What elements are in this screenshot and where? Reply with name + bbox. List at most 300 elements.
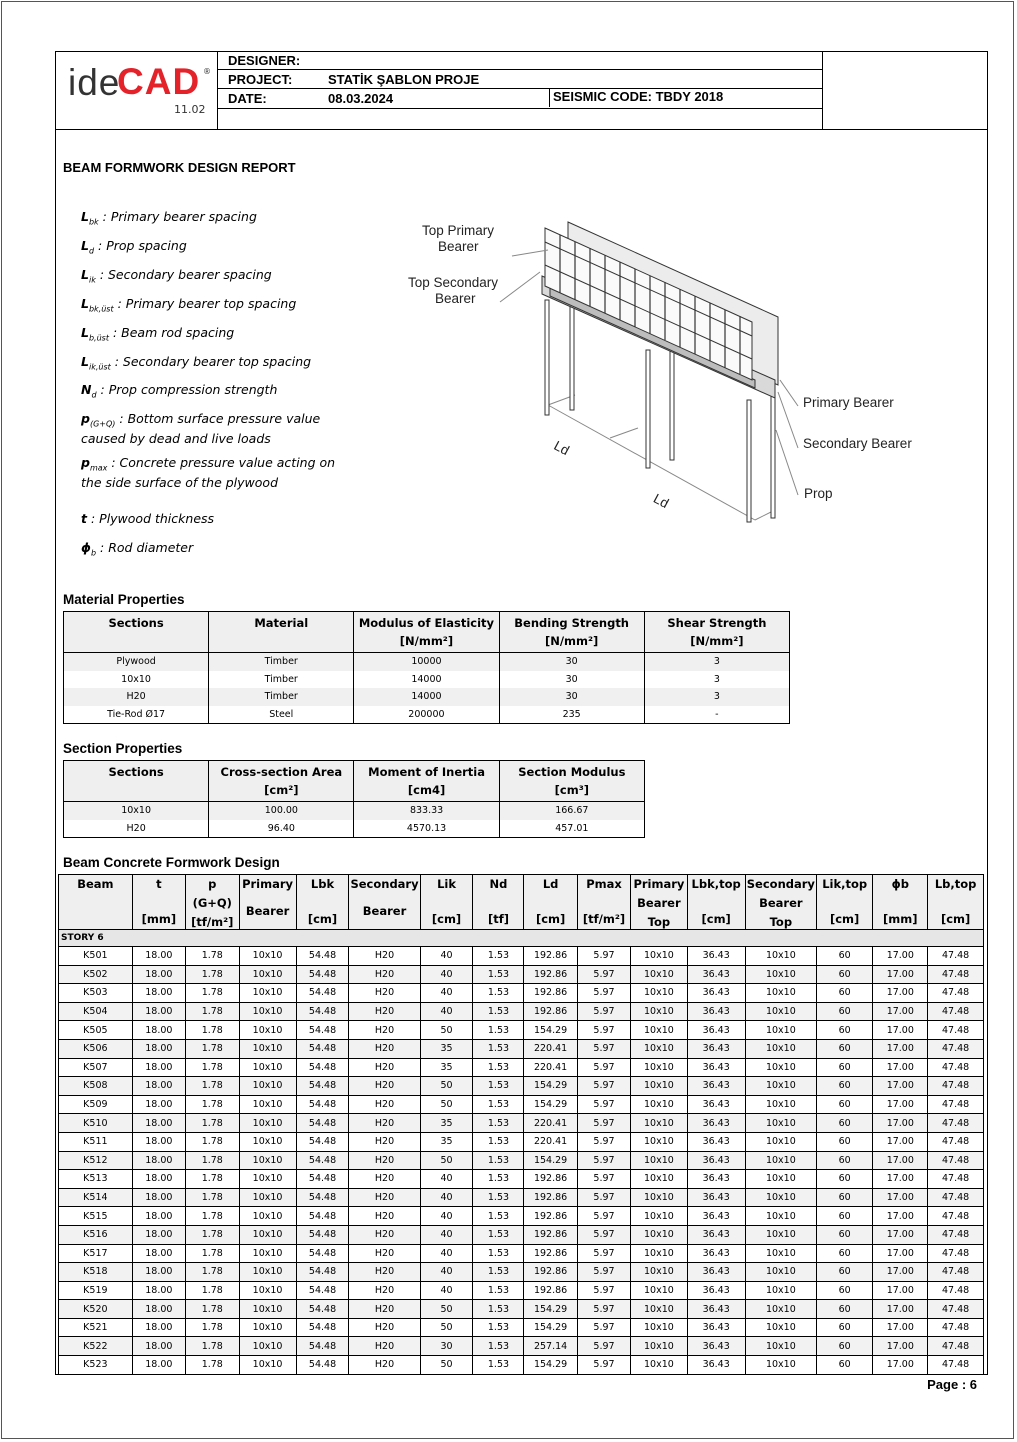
table-cell: 50 [420, 1021, 473, 1040]
prop [545, 300, 549, 415]
table-cell: 54.48 [296, 1207, 349, 1226]
legend-item [81, 268, 341, 288]
table-cell: 36.43 [687, 1039, 745, 1058]
table-cell: 50 [420, 1300, 473, 1319]
table-cell: H20 [349, 965, 420, 984]
table-cell: 18.00 [132, 1281, 185, 1300]
legend-item [81, 239, 341, 259]
table-row [59, 1244, 984, 1263]
table-cell: 60 [816, 1263, 872, 1282]
design-col-header [745, 875, 816, 930]
table-cell: 10x10 [239, 1170, 296, 1189]
table-cell: 35 [420, 1114, 473, 1133]
table-cell: 18.00 [132, 947, 185, 966]
prop [771, 390, 775, 518]
table-cell: 192.86 [524, 1188, 577, 1207]
header-stack [187, 875, 238, 929]
design-col-header [631, 875, 687, 930]
table-cell: 192.86 [524, 1207, 577, 1226]
table-row [64, 802, 645, 820]
date-label: DATE: [228, 91, 267, 106]
table-cell: 1.78 [186, 947, 240, 966]
table-cell: 18.00 [132, 1151, 185, 1170]
header-line: Pmax [586, 877, 622, 891]
header-line: Beam [77, 877, 114, 891]
leader-top-primary [512, 250, 548, 256]
table-cell: 10x10 [631, 1337, 687, 1356]
header-stack [874, 875, 926, 929]
section-header-row [64, 761, 645, 802]
table-cell: 5.97 [577, 1225, 631, 1244]
legend-text: : Primary bearer top spacing [117, 296, 297, 311]
table-cell: 54.48 [296, 1225, 349, 1244]
table-cell: 1.78 [186, 984, 240, 1003]
legend-text: : Beam rod spacing [112, 325, 235, 340]
table-cell: 36.43 [687, 1151, 745, 1170]
table-cell: K521 [59, 1318, 133, 1337]
table-cell: 47.48 [928, 984, 984, 1003]
table-cell: 18.00 [132, 1095, 185, 1114]
table-row [59, 1039, 984, 1058]
table-cell: 1.78 [186, 1077, 240, 1096]
table-cell: 60 [816, 1132, 872, 1151]
table-row [59, 1170, 984, 1189]
formwork-diagram [400, 210, 930, 530]
legend-item [81, 383, 341, 403]
table-cell: 36.43 [687, 1114, 745, 1133]
design-col-header [928, 875, 984, 930]
table-cell: 235 [499, 706, 644, 724]
table-cell: 10x10 [631, 1170, 687, 1189]
design-col-header [186, 875, 240, 930]
legend-item [81, 412, 341, 446]
table-cell: 10x10 [745, 1058, 816, 1077]
header-line: [cm] [431, 912, 462, 926]
table-cell: H20 [349, 984, 420, 1003]
table-cell: 10x10 [631, 1188, 687, 1207]
leader-primary [780, 380, 798, 406]
table-row [64, 820, 645, 838]
table-cell: 10x10 [239, 1095, 296, 1114]
story-row [59, 930, 984, 947]
table-cell: 54.48 [296, 1058, 349, 1077]
table-cell: 60 [816, 947, 872, 966]
material-col-header [499, 612, 644, 653]
table-cell: 60 [816, 1300, 872, 1319]
table-cell: 18.00 [132, 1170, 185, 1189]
table-cell: 1.53 [473, 1132, 524, 1151]
table-cell: 36.43 [687, 1132, 745, 1151]
section-col-header [64, 761, 209, 802]
table-cell: 5.97 [577, 1244, 631, 1263]
table-row [64, 671, 790, 689]
table-cell: 17.00 [873, 1021, 928, 1040]
table-cell: 220.41 [524, 1132, 577, 1151]
leader-secondary [778, 392, 798, 448]
legend-symbol: t [81, 511, 87, 526]
table-cell: 40 [420, 965, 473, 984]
design-col-header [687, 875, 745, 930]
design-col-header [473, 875, 524, 930]
header-unit: [N/mm²] [399, 634, 454, 648]
table-cell: 10x10 [631, 1039, 687, 1058]
table-cell: 17.00 [873, 1132, 928, 1151]
legend-subscript: (G+Q) [89, 419, 116, 429]
table-cell: 10x10 [745, 1002, 816, 1021]
table-cell: K516 [59, 1225, 133, 1244]
table-cell: 10x10 [631, 1318, 687, 1337]
table-cell: 50 [420, 1318, 473, 1337]
table-cell: 4570.13 [354, 820, 499, 838]
table-cell: Timber [209, 688, 354, 706]
table-cell: 1.78 [186, 1263, 240, 1282]
table-cell: 5.97 [577, 1132, 631, 1151]
header-line: Lik,top [822, 877, 868, 891]
header-line: Bearer [759, 896, 803, 910]
table-cell: 36.43 [687, 1021, 745, 1040]
table-cell: 17.00 [873, 984, 928, 1003]
table-cell: 10x10 [745, 1170, 816, 1189]
table-cell: 54.48 [296, 1151, 349, 1170]
table-cell: 60 [816, 1225, 872, 1244]
table-cell: 47.48 [928, 1263, 984, 1282]
table-row [59, 984, 984, 1003]
header-line: Secondary [746, 877, 815, 891]
table-cell: 36.43 [687, 965, 745, 984]
header-title: Modulus of Elasticity [358, 616, 495, 630]
design-col-header [296, 875, 349, 930]
table-cell: 154.29 [524, 1300, 577, 1319]
table-cell: 10x10 [239, 947, 296, 966]
legend-item [81, 512, 341, 532]
header-line: Bearer [245, 904, 290, 918]
table-cell: 192.86 [524, 1170, 577, 1189]
design-col-header [349, 875, 420, 930]
header-stack [689, 875, 744, 929]
report-title: BEAM FORMWORK DESIGN REPORT [63, 160, 296, 175]
legend-item [81, 297, 341, 317]
table-cell: K517 [59, 1244, 133, 1263]
table-cell: 17.00 [873, 1300, 928, 1319]
table-cell: 36.43 [687, 1095, 745, 1114]
design-col-header [420, 875, 473, 930]
table-cell: H20 [64, 688, 209, 706]
table-cell: 5.97 [577, 984, 631, 1003]
design-body [59, 930, 984, 1375]
table-cell: 60 [816, 1039, 872, 1058]
table-row [59, 1114, 984, 1133]
legend-item [81, 541, 341, 561]
material-col-header [209, 612, 354, 653]
table-cell: 10x10 [239, 1058, 296, 1077]
table-cell: 10x10 [631, 1077, 687, 1096]
table-cell: 5.97 [577, 965, 631, 984]
table-cell: 40 [420, 947, 473, 966]
designer-row [218, 51, 823, 70]
table-row [59, 1058, 984, 1077]
table-cell: 10x10 [239, 1132, 296, 1151]
table-cell: K522 [59, 1337, 133, 1356]
legend-item [81, 456, 341, 490]
table-cell: 10x10 [239, 1337, 296, 1356]
header-line: [mm] [883, 912, 918, 926]
header-stack [929, 875, 982, 929]
table-cell: 54.48 [296, 1170, 349, 1189]
table-cell: 47.48 [928, 1114, 984, 1133]
table-cell: 10x10 [745, 1021, 816, 1040]
table-cell: 1.78 [186, 1225, 240, 1244]
table-cell: 10x10 [745, 965, 816, 984]
table-cell: 5.97 [577, 1170, 631, 1189]
table-cell: 17.00 [873, 1039, 928, 1058]
legend-subscript: bk,üst [88, 304, 114, 314]
legend-item [81, 210, 341, 230]
table-cell: 18.00 [132, 1356, 185, 1375]
table-cell: 60 [816, 1318, 872, 1337]
header-stack [818, 875, 871, 929]
table-cell: 47.48 [928, 965, 984, 984]
table-cell: 192.86 [524, 965, 577, 984]
table-cell: 10x10 [745, 1039, 816, 1058]
header-title: Section Modulus [518, 765, 626, 779]
table-cell: 36.43 [687, 1002, 745, 1021]
table-cell: K510 [59, 1114, 133, 1133]
table-cell: 36.43 [687, 1188, 745, 1207]
table-cell: K506 [59, 1039, 133, 1058]
material-header-row [64, 612, 790, 653]
table-cell: 10x10 [745, 1244, 816, 1263]
legend-symbol: L [81, 354, 89, 369]
header-line: Top [769, 915, 793, 929]
designer-label: DESIGNER: [228, 53, 301, 68]
table-cell: 1.53 [473, 1263, 524, 1282]
table-cell: 96.40 [209, 820, 354, 838]
header-unit: [cm²] [264, 783, 299, 797]
table-cell: 40 [420, 1207, 473, 1226]
table-cell: 35 [420, 1058, 473, 1077]
header-line: Primary [242, 877, 294, 891]
table-cell: 50 [420, 1151, 473, 1170]
legend-text: : Secondary bearer top spacing [114, 354, 312, 369]
table-cell: 18.00 [132, 1263, 185, 1282]
formwork-design-heading: Beam Concrete Formwork Design [63, 855, 280, 870]
table-cell: 220.41 [524, 1114, 577, 1133]
table-cell: 60 [816, 1188, 872, 1207]
table-cell: H20 [349, 1095, 420, 1114]
header-unit: [cm³] [554, 783, 590, 797]
table-cell: 35 [420, 1039, 473, 1058]
table-cell: 10x10 [745, 1263, 816, 1282]
table-cell: 18.00 [132, 1207, 185, 1226]
table-cell: 1.78 [186, 1281, 240, 1300]
section-col-header [499, 761, 644, 802]
prop [646, 350, 650, 468]
table-cell: 54.48 [296, 984, 349, 1003]
table-cell: 40 [420, 1263, 473, 1282]
table-cell: 10x10 [239, 1207, 296, 1226]
table-cell: K504 [59, 1002, 133, 1021]
table-cell: 50 [420, 1095, 473, 1114]
table-cell: 17.00 [873, 1170, 928, 1189]
ground-tick [610, 428, 638, 438]
table-cell: 60 [816, 984, 872, 1003]
table-cell: 60 [816, 1095, 872, 1114]
table-cell: 47.48 [928, 1077, 984, 1096]
table-cell: 36.43 [687, 1077, 745, 1096]
table-cell: 47.48 [928, 1281, 984, 1300]
table-cell: 1.53 [473, 1300, 524, 1319]
header-stack [298, 875, 348, 929]
table-cell: 833.33 [354, 802, 499, 820]
table-cell: 5.97 [577, 1300, 631, 1319]
table-cell: 1.78 [186, 1170, 240, 1189]
header-line: [cm] [829, 912, 860, 926]
table-cell: 17.00 [873, 1281, 928, 1300]
table-cell: 10x10 [631, 1002, 687, 1021]
table-row [59, 1263, 984, 1282]
table-cell: 47.48 [928, 1151, 984, 1170]
table-cell: 47.48 [928, 1095, 984, 1114]
table-cell: 60 [816, 1207, 872, 1226]
label-top-secondary-2: Bearer [435, 291, 476, 306]
table-cell: H20 [349, 1207, 420, 1226]
table-cell: 1.53 [473, 1356, 524, 1375]
table-cell: 60 [816, 1170, 872, 1189]
table-cell: 10x10 [745, 1225, 816, 1244]
table-row [59, 1207, 984, 1226]
table-cell: 36.43 [687, 1281, 745, 1300]
header-stack [474, 875, 522, 929]
table-cell: 457.01 [499, 820, 644, 838]
header-line: Lik [437, 877, 456, 891]
table-cell: 54.48 [296, 1039, 349, 1058]
table-cell: 10x10 [631, 1263, 687, 1282]
table-cell: 60 [816, 1021, 872, 1040]
table-cell: 1.78 [186, 1002, 240, 1021]
table-cell: K505 [59, 1021, 133, 1040]
header-line: [tf/m²] [191, 915, 234, 929]
table-cell: 10x10 [239, 1114, 296, 1133]
prop [570, 305, 574, 410]
table-cell: 257.14 [524, 1337, 577, 1356]
table-cell: 17.00 [873, 1318, 928, 1337]
legend-subscript: ik [88, 275, 96, 285]
table-cell: 36.43 [687, 1207, 745, 1226]
table-cell: 5.97 [577, 1263, 631, 1282]
table-cell: 5.97 [577, 1077, 631, 1096]
table-cell: 10x10 [239, 984, 296, 1003]
design-col-header [132, 875, 185, 930]
header-line: Nd [489, 877, 508, 891]
table-cell: 1.78 [186, 1318, 240, 1337]
header-unit: [N/mm²] [690, 634, 744, 648]
table-row [59, 1337, 984, 1356]
table-cell: K507 [59, 1058, 133, 1077]
table-cell: K515 [59, 1207, 133, 1226]
legend-text: : Secondary bearer spacing [99, 267, 272, 282]
logo-text-ide: ide [68, 62, 121, 103]
header-line: t [156, 877, 162, 891]
legend-subscript: b,üst [88, 333, 109, 343]
legend-text: : Primary bearer spacing [102, 209, 257, 224]
table-cell: 10x10 [239, 1281, 296, 1300]
table-cell: 10x10 [745, 1132, 816, 1151]
table-cell: 1.78 [186, 1095, 240, 1114]
table-cell: 1.53 [473, 1244, 524, 1263]
table-cell: 10x10 [745, 1281, 816, 1300]
legend-item [81, 326, 341, 346]
design-col-header [239, 875, 296, 930]
table-cell: 10x10 [745, 1151, 816, 1170]
table-cell: 10x10 [631, 1114, 687, 1133]
table-cell: 154.29 [524, 1095, 577, 1114]
table-cell: 1.78 [186, 1188, 240, 1207]
table-cell: 10x10 [239, 1225, 296, 1244]
table-cell: 3 [644, 688, 789, 706]
table-cell: 40 [420, 1244, 473, 1263]
table-cell: 18.00 [132, 984, 185, 1003]
table-row [59, 1021, 984, 1040]
table-cell: 1.53 [473, 1114, 524, 1133]
table-cell: K514 [59, 1188, 133, 1207]
project-label: PROJECT: [228, 72, 293, 87]
header-unit: [N/mm²] [544, 634, 599, 648]
table-cell: 36.43 [687, 1263, 745, 1282]
table-cell: 54.48 [296, 947, 349, 966]
table-cell: K508 [59, 1077, 133, 1096]
header-title: Cross-section Area [220, 765, 343, 779]
table-cell: 5.97 [577, 947, 631, 966]
table-cell: K523 [59, 1356, 133, 1375]
header-unit: [cm4] [407, 783, 446, 797]
table-cell: 60 [816, 1077, 872, 1096]
table-cell: 18.00 [132, 965, 185, 984]
table-cell: 10x10 [631, 947, 687, 966]
table-cell: 18.00 [132, 1114, 185, 1133]
table-cell: 54.48 [296, 1188, 349, 1207]
table-cell: 10x10 [239, 1151, 296, 1170]
legend-subscript: d [88, 246, 95, 256]
table-cell: H20 [349, 1281, 420, 1300]
table-cell: H20 [349, 1021, 420, 1040]
legend-text: : Bottom surface pressure value caused by dead and live loads [81, 411, 321, 446]
table-cell: 47.48 [928, 1058, 984, 1077]
table-cell: 192.86 [524, 947, 577, 966]
table-cell: 5.97 [577, 1151, 631, 1170]
design-col-header [59, 875, 133, 930]
table-cell: 154.29 [524, 1077, 577, 1096]
table-row [59, 1151, 984, 1170]
table-row [59, 1188, 984, 1207]
label-top-primary-2: Bearer [438, 239, 479, 254]
table-cell: 17.00 [873, 1337, 928, 1356]
table-cell: 60 [816, 1114, 872, 1133]
table-cell: K501 [59, 947, 133, 966]
table-row [59, 1077, 984, 1096]
label-ld-2: Ld [651, 490, 672, 512]
table-cell: 30 [420, 1337, 473, 1356]
header-stack [525, 875, 575, 929]
table-cell: 10x10 [239, 1077, 296, 1096]
table-cell: 47.48 [928, 1207, 984, 1226]
table-cell: K513 [59, 1170, 133, 1189]
label-primary-bearer: Primary Bearer [803, 395, 894, 410]
header-title: Bending Strength [514, 616, 629, 630]
design-col-header [524, 875, 577, 930]
table-cell: H20 [349, 1318, 420, 1337]
design-col-header [873, 875, 928, 930]
table-cell: 60 [816, 1244, 872, 1263]
